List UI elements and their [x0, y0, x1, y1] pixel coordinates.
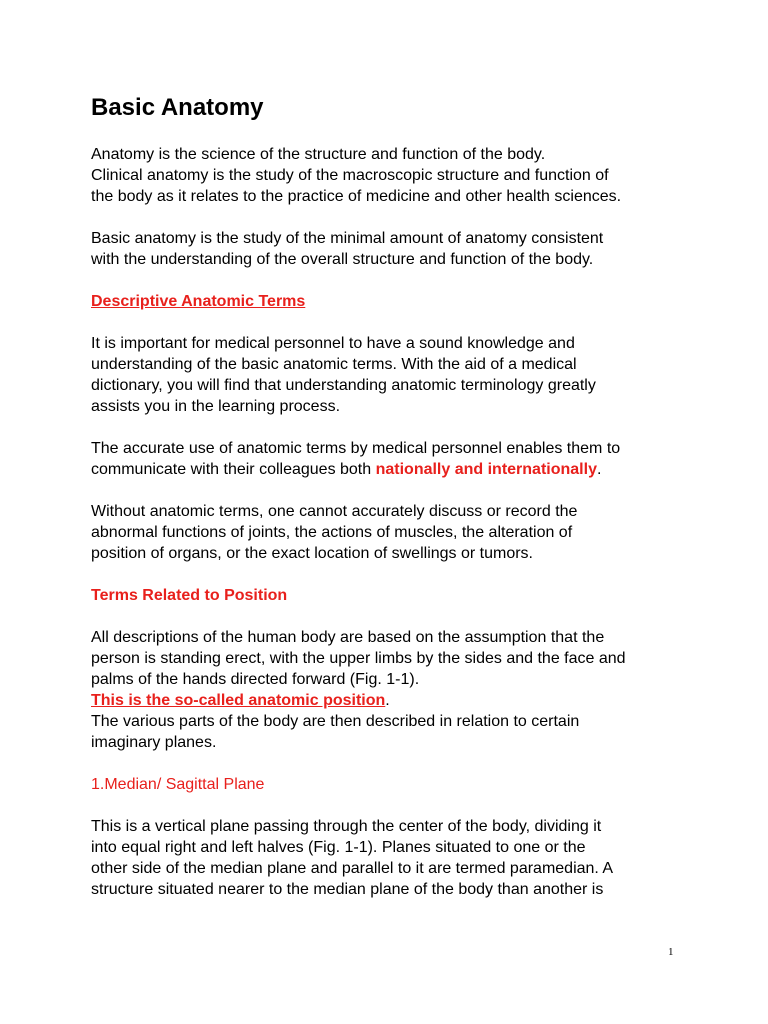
text-line: Anatomy is the science of the structure and function of the body.: [91, 146, 546, 163]
text-line: assists you in the learning process.: [91, 398, 341, 415]
text-line: with the understanding of the overall structure and function of the body.: [91, 251, 594, 268]
without-terms-paragraph: [91, 501, 691, 564]
text-line: palms of the hands directed forward (Fig. 1-1).: [91, 671, 420, 688]
text-line: The accurate use of anatomic terms by medical personnel enables them to: [91, 440, 621, 457]
text-line: [91, 690, 691, 711]
highlight-anatomic-position: This is the so-called anatomic position: [91, 692, 386, 709]
text-line: person is standing erect, with the upper limbs by the sides and the face and: [91, 650, 626, 667]
heading-descriptive-anatomic-terms: Descriptive Anatomic Terms: [91, 293, 306, 310]
document-title: Basic Anatomy: [91, 94, 264, 121]
text-fragment: .: [385, 692, 390, 709]
text-line: [91, 459, 691, 480]
text-line: structure situated nearer to the median plane of the body than another is: [91, 881, 604, 898]
page-number: 1: [668, 946, 674, 958]
text-line: position of organs, or the exact location of swellings or tumors.: [91, 545, 533, 562]
intro-paragraph: [91, 144, 691, 207]
importance-paragraph: [91, 333, 691, 417]
text-fragment: .: [596, 461, 602, 478]
text-line: It is important for medical personnel to have a sound knowledge and: [91, 335, 575, 352]
text-line: abnormal functions of joints, the actions of muscles, the alteration of: [91, 524, 573, 541]
text-line: understanding of the basic anatomic terms. With the aid of a medical: [91, 356, 577, 373]
text-line: dictionary, you will find that understanding anatomic terminology greatly: [91, 377, 596, 394]
accurate-use-paragraph: [91, 438, 691, 480]
text-line: The various parts of the body are then described in relation to certain: [91, 713, 580, 730]
text-line: other side of the median plane and parallel to it are termed paramedian. A: [91, 860, 614, 877]
median-plane-paragraph: [91, 816, 691, 900]
basic-anatomy-paragraph: [91, 228, 691, 270]
document-page: [91, 92, 691, 921]
highlight-national-international: nationally and internationally: [375, 461, 597, 478]
heading-terms-related-to-position: Terms Related to Position: [91, 587, 288, 604]
text-fragment: communicate with their colleagues both: [91, 461, 376, 478]
text-line: This is a vertical plane passing through the center of the body, dividing it: [91, 818, 602, 835]
text-line: into equal right and left halves (Fig. 1-1). Planes situated to one or the: [91, 839, 586, 856]
text-line: Clinical anatomy is the study of the macroscopic structure and function of: [91, 167, 609, 184]
descriptions-paragraph: [91, 627, 691, 753]
text-line: Basic anatomy is the study of the minimal amount of anatomy consistent: [91, 230, 604, 247]
text-line: All descriptions of the human body are based on the assumption that the: [91, 629, 605, 646]
text-line: imaginary planes.: [91, 734, 217, 751]
heading-median-sagittal-plane: 1.Median/ Sagittal Plane: [91, 776, 265, 793]
text-line: Without anatomic terms, one cannot accurately discuss or record the: [91, 503, 578, 520]
text-line: the body as it relates to the practice of medicine and other health sciences.: [91, 188, 622, 205]
